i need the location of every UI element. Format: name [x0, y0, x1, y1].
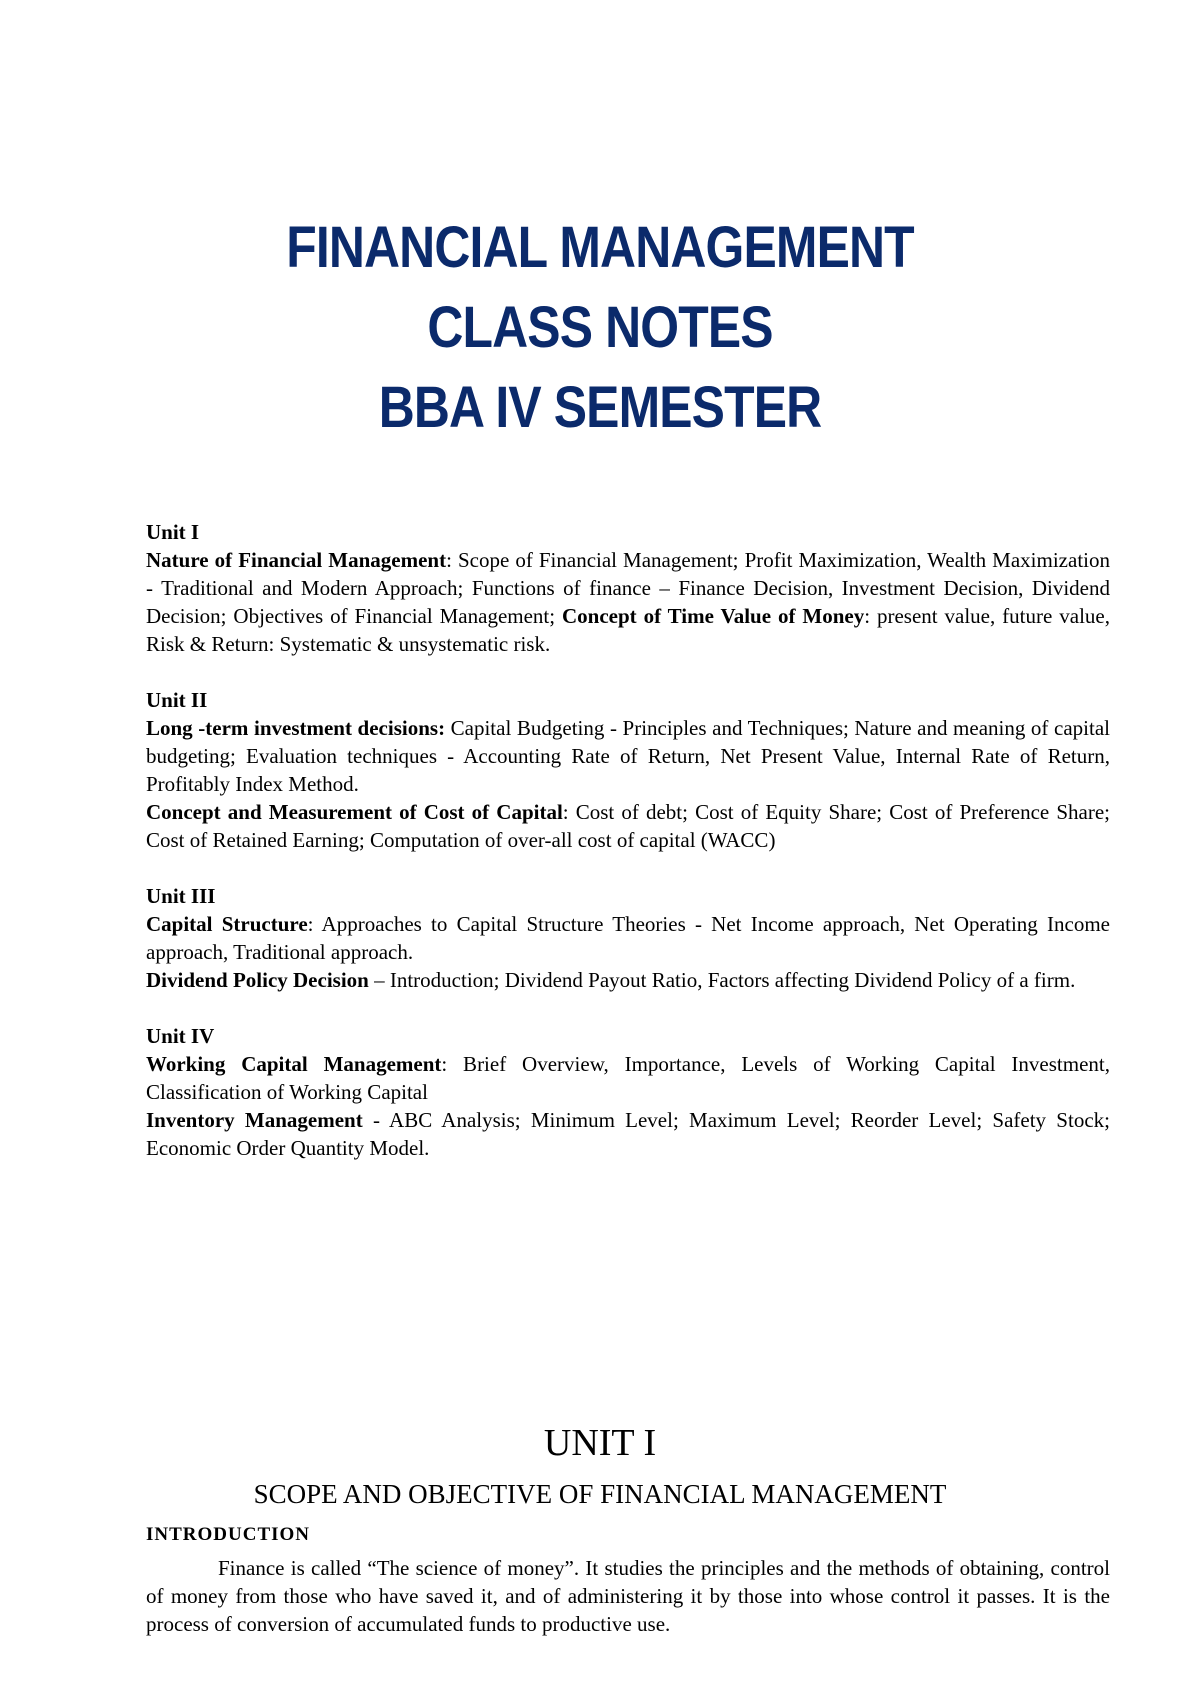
unit-topic-paragraph: [146, 966, 1110, 994]
syllabus-unit: [146, 882, 1110, 994]
syllabus-unit: [146, 1022, 1110, 1162]
topic-text: – Introduction; Dividend Payout Ratio, Factors affecting Dividend Policy of a firm.: [368, 968, 1076, 992]
unit-heading: Unit III: [146, 884, 216, 908]
topic-title: Capital Structure: [146, 912, 308, 936]
introduction-paragraph: Finance is called “The science of money”. It studies the principles and the methods of obtaining, control of money from those who have saved it, and of administering it by those into whose control it passes. It is the process of conversion of accumulated funds to productive use.: [146, 1556, 1110, 1636]
topic-title: Nature of Financial Management: [146, 548, 447, 572]
topic-title: Long -term investment decisions:: [146, 716, 446, 740]
topic-title: Concept of Time Value of Money: [562, 604, 865, 628]
topic-text: : Approaches to Capital Structure Theories - Net Income approach, Net Operating Income approach, Traditional approach.: [146, 912, 1110, 964]
topic-title: Dividend Policy Decision: [146, 968, 369, 992]
syllabus-section: [146, 518, 1110, 1190]
unit-topic-paragraph: [146, 910, 1110, 966]
unit-one-subtitle: SCOPE AND OBJECTIVE OF FINANCIAL MANAGEMENT: [253, 1479, 947, 1509]
unit-topic-paragraph: [146, 1050, 1110, 1106]
document-title: [84, 208, 1116, 448]
topic-title: Working Capital Management: [146, 1052, 442, 1076]
topic-text: : Scope of Financial Management; Profit Maximization, Wealth Maximization - Traditional and Modern Approach; Functions of finance – Finance Decision, Investment Decision, Dividend Decision; Objectives of Financial Management;: [146, 548, 1110, 628]
topic-text: - ABC Analysis; Minimum Level; Maximum Level; Reorder Level; Safety Stock; Economic Order Quantity Model.: [146, 1108, 1110, 1160]
unit-one-header: [0, 1418, 1200, 1516]
topic-text: : Cost of debt; Cost of Equity Share; Cost of Preference Share; Cost of Retained Earning; Computation of over-all cost of capital (WACC): [146, 800, 1110, 852]
unit-topic-paragraph: [146, 546, 1110, 658]
syllabus-unit: [146, 686, 1110, 854]
unit-topic-paragraph: [146, 714, 1110, 798]
topic-text: Capital Budgeting - Principles and Techniques; Nature and meaning of capital budgeting; Evaluation techniques - Accounting Rate of Return, Net Present Value, Internal Rate of Return, Profitably Index Method.: [146, 716, 1110, 796]
topic-title: Inventory Management: [146, 1108, 363, 1132]
title-line-1: FINANCIAL MANAGEMENT: [286, 215, 914, 280]
syllabus-unit: [146, 518, 1110, 658]
topic-title: Concept and Measurement of Cost of Capital: [146, 800, 563, 824]
unit-topic-paragraph: [146, 1106, 1110, 1162]
unit-heading: Unit I: [146, 520, 200, 544]
unit-heading: Unit II: [146, 688, 208, 712]
introduction-heading: INTRODUCTION: [146, 1524, 311, 1545]
title-line-2: CLASS NOTES: [427, 295, 773, 360]
unit-one-title: UNIT I: [543, 1422, 657, 1464]
title-line-3: BBA IV SEMESTER: [378, 375, 822, 440]
unit-topic-paragraph: [146, 798, 1110, 854]
topic-text: : Brief Overview, Importance, Levels of Working Capital Investment, Classification of Working Capital: [146, 1052, 1110, 1104]
unit-heading: Unit IV: [146, 1024, 215, 1048]
topic-text: : present value, future value, Risk & Return: Systematic & unsystematic risk.: [146, 604, 1110, 656]
